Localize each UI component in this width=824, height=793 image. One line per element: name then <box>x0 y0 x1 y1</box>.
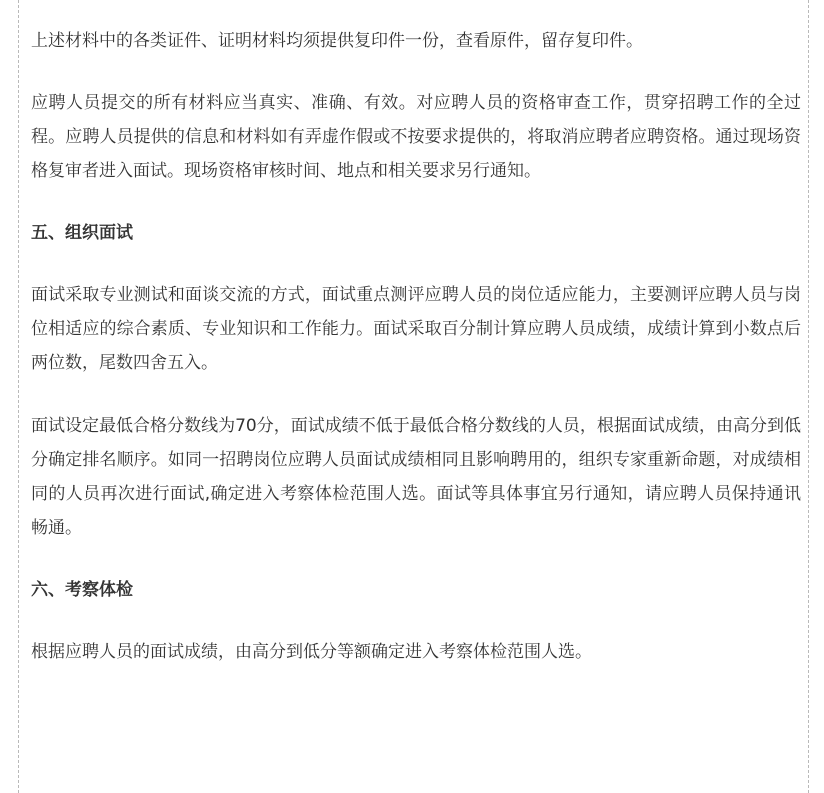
paragraph-exam: 根据应聘人员的面试成绩，由高分到低分等额确定进入考察体检范围人选。 <box>31 642 592 662</box>
section-heading-interview: 五、组织面试 <box>31 223 133 243</box>
article-body <box>31 24 801 669</box>
section-heading-exam: 六、考察体检 <box>31 580 133 600</box>
right-dashed-border <box>808 0 809 793</box>
paragraph-copies: 上述材料中的各类证件、证明材料均须提供复印件一份，查看原件，留存复印件。 <box>31 31 643 51</box>
left-dashed-border <box>18 0 19 793</box>
paragraph-truthful-materials: 应聘人员提交的所有材料应当真实、准确、有效。对应聘人员的资格审查工作，贯穿招聘工作的全过程。应聘人员提供的信息和材料如有弄虚作假或不按要求提供的，将取消应聘者应聘资格。通过现场资格复审者进入面试。现场资格审核时间、地点和相关要求另行通知。 <box>31 93 801 181</box>
paragraph-interview-score: 面试设定最低合格分数线为70分，面试成绩不低于最低合格分数线的人员，根据面试成绩，由高分到低分确定排名顺序。如同一招聘岗位应聘人员面试成绩相同且影响聘用的，组织专家重新命题，对成绩相同的人员再次进行面试,确定进入考察体检范围人选。面试等具体事宜另行通知，请应聘人员保持通讯畅通。 <box>31 416 801 538</box>
paragraph-interview-method: 面试采取专业测试和面谈交流的方式，面试重点测评应聘人员的岗位适应能力，主要测评应聘人员与岗位相适应的综合素质、专业知识和工作能力。面试采取百分制计算应聘人员成绩，成绩计算到小数点后两位数，尾数四舍五入。 <box>31 285 801 373</box>
